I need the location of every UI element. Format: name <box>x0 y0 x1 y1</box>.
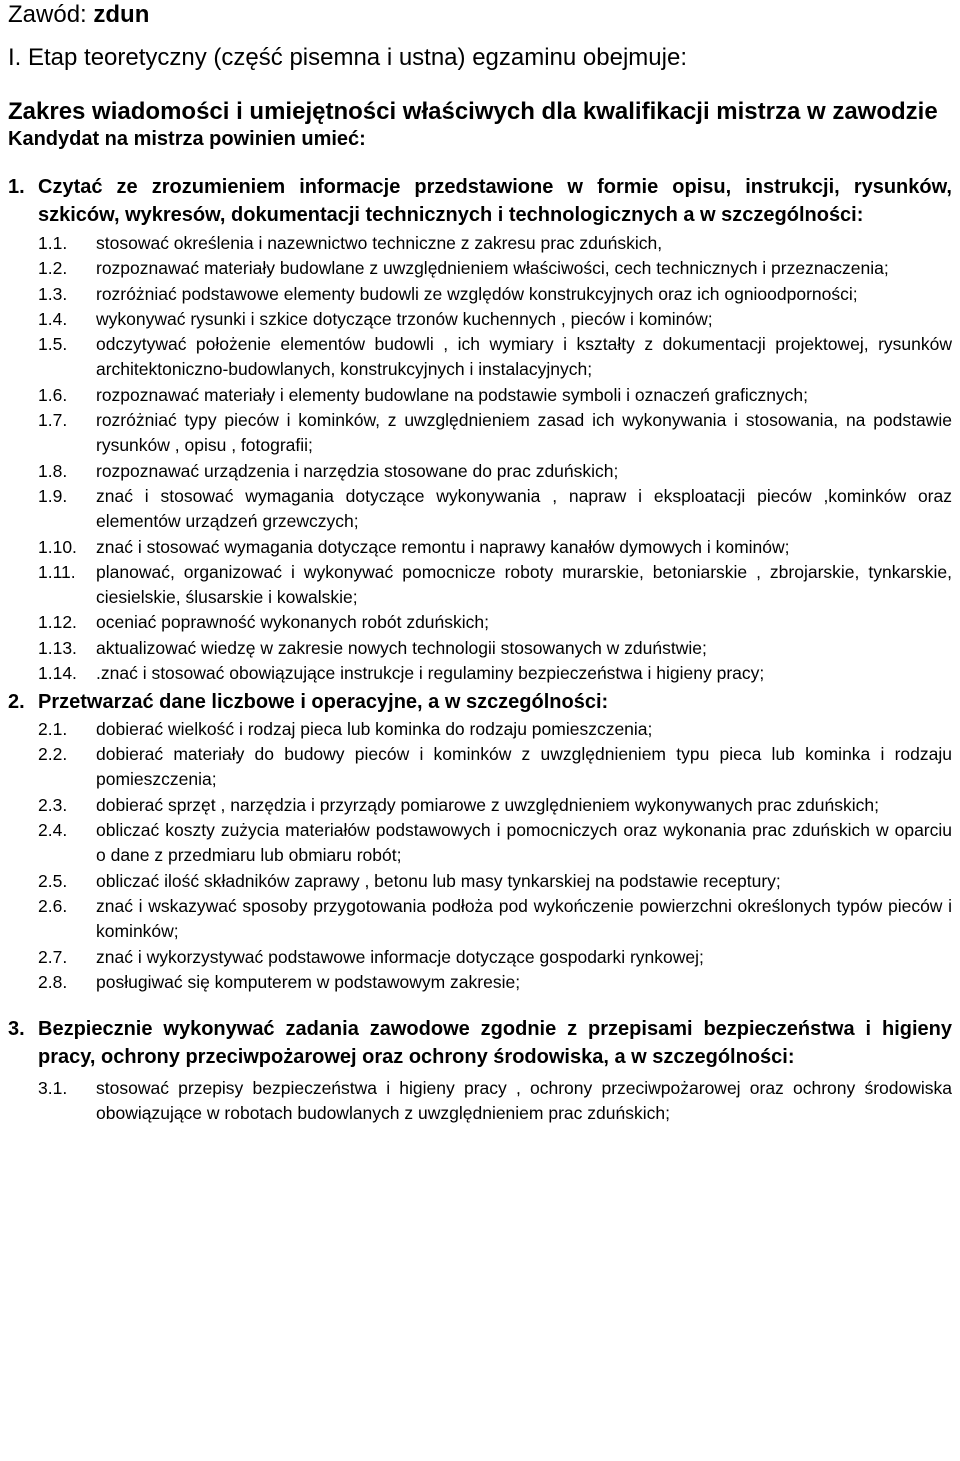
item-number: 2.5. <box>38 870 68 891</box>
section-title: Czytać ze zrozumieniem informacje przedstawione w formie opisu, instrukcji, rysunków, szkiców, wykresów, dokumentacji technicznych i technologicznych a w szczególności: <box>38 176 952 226</box>
item-text: dobierać materiały do budowy pieców i kominków z uwzględnieniem typu pieca lub kominka i rodzaju pomieszczenia; <box>96 744 952 790</box>
list-item <box>8 408 952 459</box>
item-number: 1.10. <box>38 536 77 557</box>
list-item <box>8 332 952 383</box>
list-item <box>8 459 952 484</box>
list-item <box>8 970 952 995</box>
item-text: obliczać koszty zużycia materiałów podstawowych i pomocniczych oraz wykonania prac zduńskich w oparciu o dane z przedmiaru lub obmiaru robót; <box>96 820 952 866</box>
list-item <box>8 484 952 535</box>
item-number: 3.1. <box>38 1078 68 1099</box>
item-text: oceniać poprawność wykonanych robót zduńskich; <box>96 612 489 633</box>
item-text: znać i wskazywać sposoby przygotowania podłoża pod wykończenie powierzchni określonych typów pieców i kominków; <box>96 895 952 942</box>
section-title: Bezpiecznie wykonywać zadania zawodowe zgodnie z przepisami bezpieczeństwa i higieny pracy, ochrony przeciwpożarowej oraz ochrony środowiska, a w szczególności: <box>38 1018 952 1068</box>
item-text: obliczać ilość składników zaprawy , betonu lub masy tynkarskiej na podstawie receptury; <box>96 870 781 891</box>
item-text: dobierać wielkość i rodzaj pieca lub kominka do rodzaju pomieszczenia; <box>96 718 653 739</box>
item-text: rozróżniać podstawowe elementy budowli ze względów konstrukcyjnych oraz ich ognioodporności; <box>96 283 858 304</box>
item-number: 1.8. <box>38 460 68 481</box>
list-item <box>8 307 952 332</box>
list-item <box>8 793 952 818</box>
item-text: odczytywać położenie elementów budowli , ich wymiary i kształty z dokumentacji projektowej, rysunków architektoniczno-budowlanych, konstrukcyjnych i instalacyjnych; <box>96 334 952 380</box>
section-number: 3. <box>8 1018 25 1041</box>
section-2-heading <box>8 689 952 717</box>
list-item <box>8 945 952 970</box>
section-title: Przetwarzać dane liczbowe i operacyjne, a w szczególności: <box>38 691 609 714</box>
item-number: 1.6. <box>38 384 68 405</box>
section-3-heading <box>8 1016 952 1071</box>
item-number: 2.3. <box>38 794 68 815</box>
candidate-intro: Kandydat na mistrza powinien umieć: <box>8 128 366 150</box>
list-item <box>8 1076 952 1127</box>
item-text: posługiwać się komputerem w podstawowym zakresie; <box>96 971 521 992</box>
item-number: 2.4. <box>38 820 68 841</box>
scope-heading: Zakres wiadomości i umiejętności właściwych dla kwalifikacji mistrza w zawodzie <box>8 98 938 125</box>
item-number: 1.1. <box>38 233 68 253</box>
section-number: 1. <box>8 176 25 198</box>
item-text: stosować określenia i nazewnictwo techniczne z zakresu prac zduńskich, <box>96 233 663 253</box>
item-number: 1.13. <box>38 637 77 658</box>
section-1-heading <box>8 174 952 229</box>
item-text: rozpoznawać materiały i elementy budowlane na podstawie symboli i oznaczeń graficznych; <box>96 384 809 405</box>
list-item <box>8 869 952 894</box>
profession-line <box>8 0 952 30</box>
list-item <box>8 231 952 256</box>
item-text: stosować przepisy bezpieczeństwa i higieny pracy , ochrony przeciwpożarowej oraz ochrony środowiska obowiązujące w robotach budowlanych z uwzględnieniem prac zduńskich; <box>96 1078 952 1124</box>
profession-label: Zawód: <box>8 1 87 28</box>
section-2-items <box>8 717 952 995</box>
list-item <box>8 256 952 281</box>
list-item <box>8 894 952 945</box>
section-1-items <box>8 231 952 686</box>
list-item <box>8 636 952 661</box>
item-number: 2.6. <box>38 895 68 916</box>
item-number: 1.4. <box>38 308 68 329</box>
item-number: 1.2. <box>38 258 68 279</box>
section-number: 2. <box>8 691 25 714</box>
item-text: znać i stosować wymagania dotyczące remontu i naprawy kanałów dymowych i kominów; <box>96 536 790 557</box>
list-item <box>8 610 952 635</box>
item-number: 1.9. <box>38 485 68 506</box>
item-text: dobierać sprzęt , narzędzia i przyrządy pomiarowe z uwzględnieniem wykonywanych prac zduńskich; <box>96 794 879 815</box>
item-text: planować, organizować i wykonywać pomocnicze roboty murarskie, betoniarskie , zbrojarskie, tynkarskie, ciesielskie, ślusarskie i kowalskie; <box>96 561 952 608</box>
item-text: znać i wykorzystywać podstawowe informacje dotyczące gospodarki rynkowej; <box>96 946 704 967</box>
section-3-items <box>8 1076 952 1127</box>
item-number: 2.1. <box>38 718 68 739</box>
item-text: rozpoznawać materiały budowlane z uwzględnieniem właściwości, cech technicznych i przeznaczenia; <box>96 258 889 279</box>
item-text: aktualizować wiedzę w zakresie nowych technologii stosowanych w zduństwie; <box>96 637 707 658</box>
item-number: 1.11. <box>38 561 76 582</box>
item-number: 1.12. <box>38 612 77 633</box>
item-text: rozróżniać typy pieców i kominków, z uwzględnieniem zasad ich wykonywania i stosowania, na podstawie rysunków , opisu , fotografii; <box>96 410 952 456</box>
list-item <box>8 717 952 742</box>
item-text: wykonywać rysunki i szkice dotyczące trzonów kuchennych , pieców i kominów; <box>96 308 713 329</box>
list-item <box>8 282 952 307</box>
item-number: 1.3. <box>38 283 68 304</box>
profession-value: zdun <box>93 1 150 28</box>
item-number: 2.7. <box>38 946 68 967</box>
list-item <box>8 818 952 869</box>
item-number: 1.5. <box>38 334 68 355</box>
stage-heading: I. Etap teoretyczny (część pisemna i ustna) egzaminu obejmuje: <box>8 44 687 71</box>
list-item <box>8 535 952 560</box>
list-item <box>8 661 952 686</box>
item-text: .znać i stosować obowiązujące instrukcje i regulaminy bezpieczeństwa i higieny pracy; <box>96 663 765 684</box>
item-number: 1.14. <box>38 663 77 684</box>
list-item <box>8 560 952 611</box>
item-number: 2.2. <box>38 744 68 765</box>
item-number: 2.8. <box>38 971 68 992</box>
list-item <box>8 383 952 408</box>
item-number: 1.7. <box>38 410 68 431</box>
item-text: znać i stosować wymagania dotyczące wykonywania , napraw i eksploatacji pieców ,kominków oraz elementów urządzeń grzewczych; <box>96 485 952 532</box>
item-text: rozpoznawać urządzenia i narzędzia stosowane do prac zduńskich; <box>96 460 619 481</box>
list-item <box>8 742 952 793</box>
